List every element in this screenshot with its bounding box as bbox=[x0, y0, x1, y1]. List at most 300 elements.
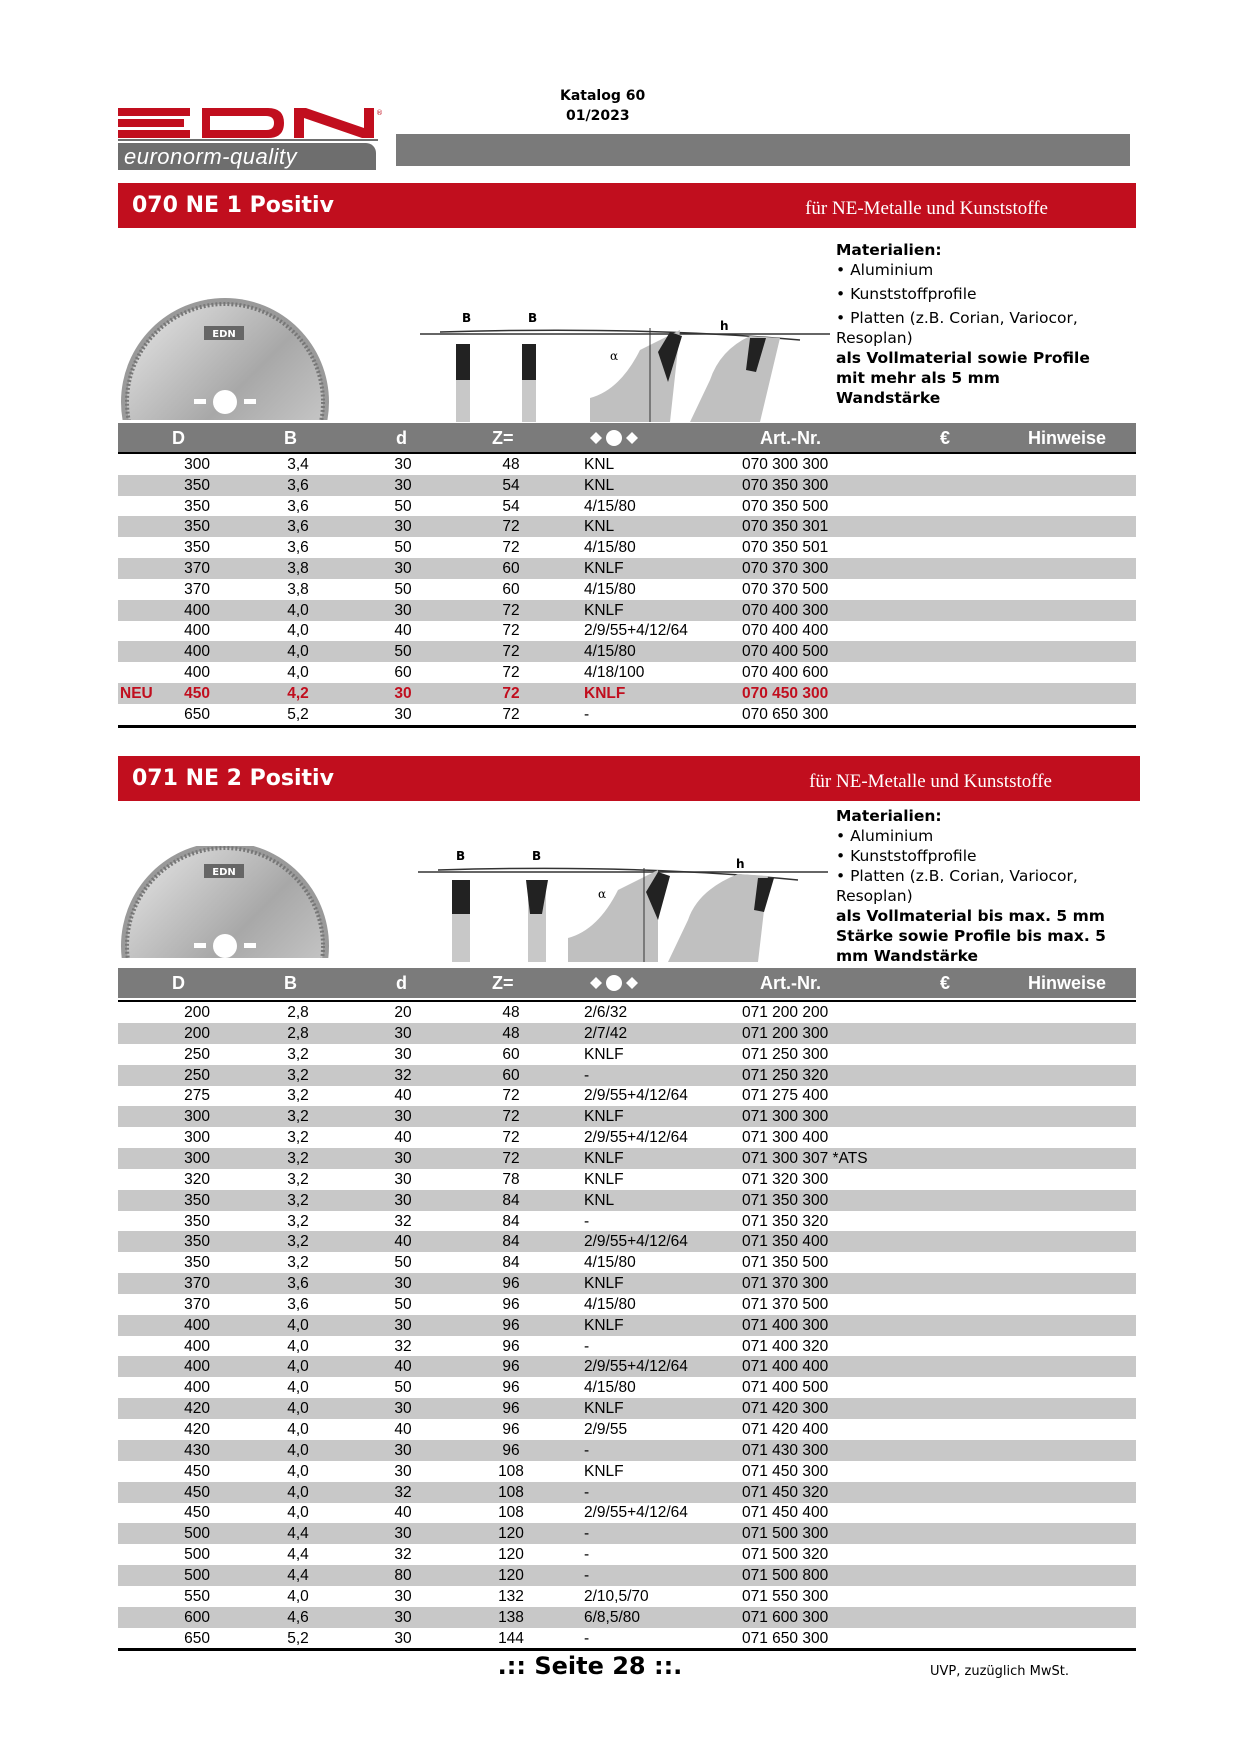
cell-teeth: 96 bbox=[502, 1421, 520, 1438]
cell-diameter: 550 bbox=[184, 1587, 210, 1605]
cell-bore: 32 bbox=[394, 1212, 412, 1230]
cell-bore: 30 bbox=[394, 1587, 412, 1605]
cell-width: 4,0 bbox=[287, 1358, 309, 1376]
cell-teeth: 72 bbox=[502, 1129, 520, 1147]
cell-teeth: 48 bbox=[502, 456, 520, 473]
cell-bore-holes: KNLF bbox=[584, 1462, 624, 1480]
table-row bbox=[118, 1148, 1136, 1169]
cell-bore-holes: - bbox=[584, 1212, 590, 1230]
col-d: D bbox=[172, 973, 185, 993]
cell-width: 4,0 bbox=[287, 664, 309, 681]
cell-bore: 32 bbox=[394, 1546, 412, 1564]
cell-teeth: 72 bbox=[502, 643, 520, 661]
cell-width: 4,0 bbox=[287, 1587, 309, 1605]
cell-bore: 30 bbox=[394, 1525, 412, 1543]
tooth-profile-icon bbox=[588, 429, 640, 447]
cell-diameter: 370 bbox=[184, 580, 210, 598]
cell-teeth: 72 bbox=[502, 705, 520, 723]
cell-teeth: 72 bbox=[502, 664, 520, 681]
cell-diameter: 420 bbox=[184, 1400, 210, 1418]
cell-diameter: 450 bbox=[184, 1504, 210, 1522]
cell-diameter: 350 bbox=[184, 518, 210, 536]
cell-diameter: 350 bbox=[184, 1212, 210, 1230]
cell-diameter: 500 bbox=[184, 1546, 210, 1564]
table-row bbox=[118, 1377, 1136, 1398]
cell-bore-holes: KNLF bbox=[584, 684, 626, 702]
cell-article-number: 070 650 300 bbox=[742, 705, 829, 723]
svg-text:α: α bbox=[610, 349, 619, 363]
cell-diameter: 400 bbox=[184, 664, 210, 681]
cell-width: 3,8 bbox=[287, 560, 309, 577]
cell-teeth: 120 bbox=[498, 1566, 524, 1584]
cell-diameter: 275 bbox=[184, 1087, 210, 1105]
table-row bbox=[118, 1065, 1136, 1086]
col-notes: Hinweise bbox=[1028, 973, 1107, 993]
cell-bore-holes: 4/15/80 bbox=[584, 1254, 636, 1272]
cell-diameter: 370 bbox=[184, 1275, 210, 1293]
cell-width: 3,2 bbox=[287, 1191, 309, 1209]
cell-width: 3,6 bbox=[287, 1275, 309, 1293]
cell-article-number: 071 400 320 bbox=[742, 1337, 829, 1355]
cell-bore: 40 bbox=[394, 1087, 412, 1105]
cell-teeth: 60 bbox=[502, 1066, 520, 1084]
cell-bore-holes: - bbox=[584, 1441, 590, 1459]
cell-bore-holes: KNL bbox=[584, 1191, 615, 1209]
col-price: € bbox=[940, 973, 951, 993]
cell-bore-holes: 2/9/55+4/12/64 bbox=[584, 1129, 688, 1147]
cell-width: 4,0 bbox=[287, 1379, 309, 1397]
cell-width: 5,2 bbox=[287, 1629, 309, 1647]
table-row bbox=[118, 1523, 1136, 1544]
cell-bore-holes: 2/9/55+4/12/64 bbox=[584, 1233, 688, 1251]
cell-article-number: 070 350 301 bbox=[742, 518, 829, 536]
cell-bore: 40 bbox=[394, 1233, 412, 1251]
material-item: • Platten (z.B. Corian, Variocor, Resoplan) bbox=[836, 309, 1078, 347]
cell-diameter: 350 bbox=[184, 476, 210, 494]
material-item: • Aluminium bbox=[836, 827, 934, 845]
cell-bore-holes: KNLF bbox=[584, 601, 624, 619]
cell-bore: 32 bbox=[394, 1483, 412, 1501]
cell-article-number: 070 400 300 bbox=[742, 601, 829, 619]
cell-bore: 30 bbox=[394, 1316, 412, 1334]
cell-teeth: 96 bbox=[502, 1337, 520, 1355]
cell-teeth: 72 bbox=[502, 518, 520, 536]
new-badge: NEU bbox=[120, 684, 153, 702]
table-row bbox=[118, 662, 1136, 683]
cell-diameter: 370 bbox=[184, 560, 210, 577]
cell-article-number: 071 500 300 bbox=[742, 1525, 829, 1543]
cell-bore: 30 bbox=[394, 518, 412, 536]
col-teeth: Z= bbox=[492, 973, 514, 993]
table-row bbox=[118, 1002, 1136, 1023]
cell-article-number: 071 400 300 bbox=[742, 1316, 829, 1334]
table-row bbox=[118, 1356, 1136, 1377]
cell-width: 3,2 bbox=[287, 1233, 309, 1251]
cell-teeth: 108 bbox=[498, 1462, 524, 1480]
cell-width: 4,0 bbox=[287, 601, 309, 619]
col-bore: d bbox=[396, 428, 407, 448]
cell-bore: 30 bbox=[394, 1629, 412, 1647]
cell-diameter: 600 bbox=[184, 1608, 210, 1626]
svg-text:B: B bbox=[528, 311, 538, 325]
table-row bbox=[118, 1461, 1136, 1482]
cell-bore-holes: KNLF bbox=[584, 1170, 624, 1188]
cell-bore: 32 bbox=[394, 1337, 412, 1355]
cell-width: 4,6 bbox=[287, 1608, 309, 1626]
materials-note: als Vollmaterial bis max. 5 mm Stärke sowie Profile bis max. 5 mm Wandstärke bbox=[836, 907, 1106, 965]
cell-article-number: 071 300 300 bbox=[742, 1108, 829, 1126]
cell-bore-holes: KNLF bbox=[584, 1275, 624, 1293]
table-row bbox=[118, 1273, 1136, 1294]
cell-article-number: 071 300 307 *ATS bbox=[742, 1149, 868, 1167]
table-1-header bbox=[118, 423, 1136, 453]
catalog-info bbox=[560, 86, 760, 126]
page-number: .:: Seite 28 ::. bbox=[497, 1652, 683, 1680]
cell-bore-holes: 4/15/80 bbox=[584, 580, 636, 598]
table-2-header bbox=[118, 968, 1136, 998]
cell-bore-holes: KNLF bbox=[584, 1316, 624, 1334]
material-item: • Aluminium bbox=[836, 261, 934, 279]
table-row bbox=[118, 1169, 1136, 1190]
cell-diameter: 450 bbox=[184, 684, 210, 702]
cell-width: 3,6 bbox=[287, 497, 309, 515]
cell-diameter: 430 bbox=[184, 1441, 210, 1459]
cell-bore-holes: - bbox=[584, 1483, 590, 1501]
cell-width: 4,4 bbox=[287, 1566, 309, 1584]
cell-width: 4,4 bbox=[287, 1525, 309, 1543]
cell-teeth: 84 bbox=[502, 1212, 520, 1230]
cell-diameter: 400 bbox=[184, 601, 210, 619]
cell-teeth: 78 bbox=[502, 1170, 520, 1188]
cell-teeth: 72 bbox=[502, 1087, 520, 1105]
svg-text:α: α bbox=[598, 887, 607, 901]
logo-divider bbox=[118, 139, 378, 141]
cell-article-number: 070 350 500 bbox=[742, 497, 829, 515]
cell-article-number: 071 400 400 bbox=[742, 1358, 829, 1376]
cell-article-number: 071 350 500 bbox=[742, 1254, 829, 1272]
cell-article-number: 071 550 300 bbox=[742, 1587, 829, 1605]
section-1-subtitle: für NE-Metalle und Kunststoffe bbox=[805, 198, 1048, 219]
table-row bbox=[118, 454, 1136, 475]
table-row bbox=[118, 704, 1136, 725]
cell-diameter: 400 bbox=[184, 1379, 210, 1397]
cell-bore-holes: KNL bbox=[584, 476, 615, 494]
cell-diameter: 350 bbox=[184, 1254, 210, 1272]
cell-bore: 30 bbox=[394, 705, 412, 723]
cell-diameter: 400 bbox=[184, 1316, 210, 1334]
cell-width: 3,8 bbox=[287, 580, 309, 598]
cell-diameter: 300 bbox=[184, 1108, 210, 1126]
cell-diameter: 350 bbox=[184, 539, 210, 557]
col-teeth: Z= bbox=[492, 428, 514, 448]
tooth-geometry-diagram bbox=[418, 850, 828, 962]
cell-article-number: 070 450 300 bbox=[742, 684, 829, 702]
catalog-date: 01/2023 bbox=[566, 108, 630, 124]
table-row bbox=[118, 683, 1136, 704]
cell-diameter: 450 bbox=[184, 1462, 210, 1480]
cell-width: 4,4 bbox=[287, 1546, 309, 1564]
cell-teeth: 132 bbox=[498, 1587, 524, 1605]
table-row bbox=[118, 1628, 1136, 1649]
cell-teeth: 84 bbox=[502, 1233, 520, 1251]
header-bar bbox=[396, 134, 1130, 166]
cell-width: 2,8 bbox=[287, 1024, 309, 1042]
cell-width: 5,2 bbox=[287, 705, 309, 723]
cell-bore-holes: 2/9/55+4/12/64 bbox=[584, 1358, 688, 1376]
table-row bbox=[118, 1044, 1136, 1065]
cell-bore-holes: KNLF bbox=[584, 560, 624, 577]
cell-bore-holes: KNL bbox=[584, 518, 615, 536]
cell-article-number: 071 400 500 bbox=[742, 1379, 829, 1397]
cell-width: 3,2 bbox=[287, 1149, 309, 1167]
price-note: UVP, zuzüglich MwSt. bbox=[930, 1664, 1069, 1679]
cell-width: 3,2 bbox=[287, 1254, 309, 1272]
cell-article-number: 070 350 300 bbox=[742, 476, 829, 494]
cell-article-number: 071 350 400 bbox=[742, 1233, 829, 1251]
table-row bbox=[118, 558, 1136, 579]
cell-bore: 50 bbox=[394, 1295, 412, 1313]
cell-article-number: 071 450 400 bbox=[742, 1504, 829, 1522]
cell-width: 4,2 bbox=[287, 684, 309, 702]
cell-bore: 30 bbox=[394, 1400, 412, 1418]
cell-teeth: 144 bbox=[498, 1629, 524, 1647]
cell-bore: 50 bbox=[394, 539, 412, 557]
svg-text:EDN: EDN bbox=[212, 867, 236, 878]
cell-diameter: 320 bbox=[184, 1170, 210, 1188]
cell-bore-holes: 2/9/55 bbox=[584, 1421, 628, 1438]
table-row bbox=[118, 1565, 1136, 1586]
cell-teeth: 60 bbox=[502, 580, 520, 598]
col-b: B bbox=[284, 428, 297, 448]
cell-bore-holes: 2/9/55+4/12/64 bbox=[584, 1504, 688, 1522]
cell-article-number: 071 275 400 bbox=[742, 1087, 829, 1105]
cell-bore-holes: 4/18/100 bbox=[584, 664, 645, 681]
cell-bore: 30 bbox=[394, 1275, 412, 1293]
cell-bore-holes: KNLF bbox=[584, 1400, 624, 1418]
cell-bore: 30 bbox=[394, 1108, 412, 1126]
cell-bore: 60 bbox=[394, 664, 412, 681]
table-row bbox=[118, 1502, 1136, 1523]
cell-teeth: 72 bbox=[502, 684, 520, 702]
edn-logo bbox=[118, 108, 384, 138]
section-1-banner bbox=[118, 183, 1136, 228]
table-row bbox=[118, 600, 1136, 621]
materials-heading: Materialien: bbox=[836, 807, 942, 825]
cell-teeth: 54 bbox=[502, 497, 520, 515]
cell-width: 3,2 bbox=[287, 1212, 309, 1230]
cell-bore: 20 bbox=[394, 1004, 412, 1021]
cell-article-number: 071 420 300 bbox=[742, 1400, 829, 1418]
cell-bore-holes: 4/15/80 bbox=[584, 497, 636, 515]
cell-diameter: 200 bbox=[184, 1024, 210, 1042]
table-row bbox=[118, 1336, 1136, 1357]
cell-bore: 30 bbox=[394, 1608, 412, 1626]
cell-bore: 30 bbox=[394, 1024, 412, 1042]
cell-article-number: 070 370 300 bbox=[742, 560, 829, 577]
section-2-subtitle: für NE-Metalle und Kunststoffe bbox=[809, 771, 1052, 792]
cell-diameter: 300 bbox=[184, 1129, 210, 1147]
cell-bore-holes: 2/6/32 bbox=[584, 1004, 628, 1021]
cell-bore: 30 bbox=[394, 684, 412, 702]
col-article: Art.-Nr. bbox=[760, 973, 822, 993]
cell-article-number: 070 400 500 bbox=[742, 643, 829, 661]
cell-width: 4,0 bbox=[287, 643, 309, 661]
materials-heading: Materialien: bbox=[836, 241, 942, 259]
table-row bbox=[118, 475, 1136, 496]
cell-bore-holes: 2/7/42 bbox=[584, 1024, 628, 1042]
cell-article-number: 071 300 400 bbox=[742, 1129, 829, 1147]
table-row bbox=[118, 1419, 1136, 1440]
cell-teeth: 108 bbox=[498, 1483, 524, 1501]
cell-bore-holes: KNLF bbox=[584, 1045, 624, 1063]
cell-diameter: 350 bbox=[184, 497, 210, 515]
cell-teeth: 72 bbox=[502, 601, 520, 619]
cell-diameter: 250 bbox=[184, 1066, 210, 1084]
cell-diameter: 400 bbox=[184, 1358, 210, 1376]
cell-width: 4,0 bbox=[287, 1441, 309, 1459]
cell-diameter: 350 bbox=[184, 1233, 210, 1251]
svg-text:B: B bbox=[462, 311, 472, 325]
cell-bore-holes: 2/10,5/70 bbox=[584, 1587, 649, 1605]
cell-bore-holes: - bbox=[584, 1566, 590, 1584]
table-row bbox=[118, 1294, 1136, 1315]
cell-bore: 32 bbox=[394, 1066, 412, 1084]
cell-bore: 40 bbox=[394, 1504, 412, 1522]
table-row bbox=[118, 1190, 1136, 1211]
svg-text:B: B bbox=[456, 850, 466, 863]
cell-teeth: 48 bbox=[502, 1024, 520, 1042]
cell-width: 4,0 bbox=[287, 1400, 309, 1418]
cell-article-number: 071 430 300 bbox=[742, 1441, 829, 1459]
cell-article-number: 070 370 500 bbox=[742, 580, 829, 598]
cell-bore: 30 bbox=[394, 1045, 412, 1063]
cell-bore: 30 bbox=[394, 456, 412, 473]
section-1-title: 070 NE 1 Positiv bbox=[132, 193, 334, 218]
cell-width: 3,6 bbox=[287, 1295, 309, 1313]
table-row bbox=[118, 1315, 1136, 1336]
cell-width: 4,0 bbox=[287, 1316, 309, 1334]
cell-bore: 30 bbox=[394, 1149, 412, 1167]
cell-teeth: 72 bbox=[502, 622, 520, 640]
table-1-rule-bottom bbox=[118, 725, 1136, 728]
cell-bore: 50 bbox=[394, 580, 412, 598]
table-row bbox=[118, 537, 1136, 558]
cell-article-number: 070 350 501 bbox=[742, 539, 829, 557]
col-d: D bbox=[172, 428, 185, 448]
cell-teeth: 96 bbox=[502, 1358, 520, 1376]
table-row bbox=[118, 1023, 1136, 1044]
materials-note: als Vollmaterial sowie Profile mit mehr als 5 mm Wandstärke bbox=[836, 349, 1090, 407]
cell-width: 3,2 bbox=[287, 1170, 309, 1188]
cell-teeth: 120 bbox=[498, 1525, 524, 1543]
cell-bore-holes: - bbox=[584, 1525, 590, 1543]
cell-bore-holes: - bbox=[584, 705, 590, 723]
cell-article-number: 071 650 300 bbox=[742, 1629, 829, 1647]
cell-article-number: 071 500 320 bbox=[742, 1546, 829, 1564]
cell-bore-holes: 4/15/80 bbox=[584, 643, 636, 661]
cell-diameter: 400 bbox=[184, 622, 210, 640]
cell-bore: 30 bbox=[394, 560, 412, 577]
cell-teeth: 108 bbox=[498, 1504, 524, 1522]
table-row bbox=[118, 1607, 1136, 1628]
cell-article-number: 071 370 500 bbox=[742, 1295, 829, 1313]
cell-bore-holes: 2/9/55+4/12/64 bbox=[584, 1087, 688, 1105]
saw-blade-image bbox=[118, 846, 332, 958]
cell-bore: 40 bbox=[394, 1129, 412, 1147]
col-notes: Hinweise bbox=[1028, 428, 1107, 448]
material-item: • Kunststoffprofile bbox=[836, 847, 977, 865]
cell-diameter: 400 bbox=[184, 1337, 210, 1355]
cell-article-number: 071 200 300 bbox=[742, 1024, 829, 1042]
cell-bore-holes: 4/15/80 bbox=[584, 1295, 636, 1313]
cell-width: 3,6 bbox=[287, 539, 309, 557]
section-2-materials bbox=[836, 806, 1106, 966]
cell-bore-holes: - bbox=[584, 1546, 590, 1564]
cell-width: 3,6 bbox=[287, 476, 309, 494]
cell-teeth: 138 bbox=[498, 1608, 524, 1626]
cell-teeth: 96 bbox=[502, 1316, 520, 1334]
cell-diameter: 450 bbox=[184, 1483, 210, 1501]
cell-teeth: 60 bbox=[502, 1045, 520, 1063]
section-1-materials bbox=[836, 240, 1106, 408]
cell-bore-holes: 6/8,5/80 bbox=[584, 1608, 641, 1626]
cell-teeth: 60 bbox=[502, 560, 520, 577]
cell-width: 4,0 bbox=[287, 1483, 309, 1501]
cell-width: 4,0 bbox=[287, 1462, 309, 1480]
cell-teeth: 84 bbox=[502, 1254, 520, 1272]
table-row bbox=[118, 620, 1136, 641]
cell-bore: 30 bbox=[394, 1191, 412, 1209]
cell-bore: 80 bbox=[394, 1566, 412, 1584]
svg-text:h: h bbox=[720, 319, 729, 333]
cell-teeth: 84 bbox=[502, 1191, 520, 1209]
cell-teeth: 72 bbox=[502, 539, 520, 557]
cell-teeth: 72 bbox=[502, 1108, 520, 1126]
cell-width: 3,2 bbox=[287, 1129, 309, 1147]
svg-text:B: B bbox=[532, 850, 542, 863]
cell-bore-holes: KNLF bbox=[584, 1149, 624, 1167]
saw-blade-image bbox=[118, 298, 332, 420]
cell-width: 3,2 bbox=[287, 1066, 309, 1084]
cell-bore: 40 bbox=[394, 1358, 412, 1376]
svg-text:®: ® bbox=[376, 109, 383, 117]
table-row bbox=[118, 1231, 1136, 1252]
cell-article-number: 071 350 320 bbox=[742, 1212, 829, 1230]
cell-bore-holes: KNL bbox=[584, 456, 615, 473]
cell-teeth: 96 bbox=[502, 1295, 520, 1313]
cell-bore: 40 bbox=[394, 622, 412, 640]
svg-text:EDN: EDN bbox=[212, 329, 236, 340]
material-item: • Platten (z.B. Corian, Variocor, Resoplan) bbox=[836, 867, 1078, 905]
section-2-banner bbox=[118, 756, 1140, 801]
cell-bore: 30 bbox=[394, 476, 412, 494]
cell-bore: 30 bbox=[394, 1462, 412, 1480]
cell-bore: 50 bbox=[394, 497, 412, 515]
cell-teeth: 48 bbox=[502, 1004, 520, 1021]
cell-article-number: 070 300 300 bbox=[742, 456, 829, 473]
cell-teeth: 72 bbox=[502, 1149, 520, 1167]
cell-bore: 50 bbox=[394, 1254, 412, 1272]
cell-article-number: 071 350 300 bbox=[742, 1191, 829, 1209]
material-item: • Kunststoffprofile bbox=[836, 285, 977, 303]
tooth-geometry-diagram bbox=[420, 310, 830, 422]
cell-diameter: 500 bbox=[184, 1525, 210, 1543]
table-row bbox=[118, 516, 1136, 537]
cell-bore: 30 bbox=[394, 601, 412, 619]
cell-article-number: 071 370 300 bbox=[742, 1275, 829, 1293]
cell-teeth: 96 bbox=[502, 1400, 520, 1418]
cell-diameter: 400 bbox=[184, 643, 210, 661]
